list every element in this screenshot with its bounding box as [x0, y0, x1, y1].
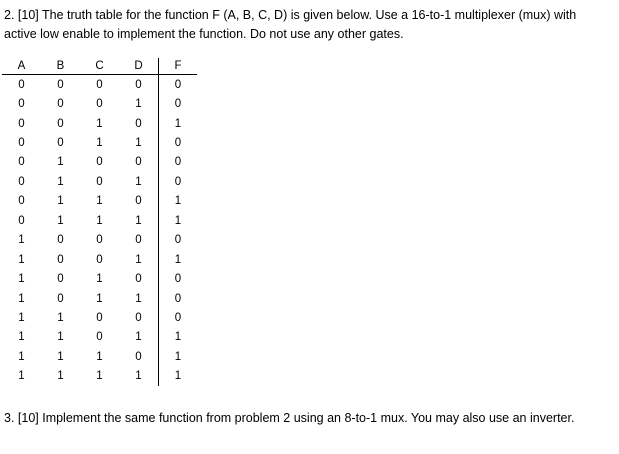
header-d: D — [119, 58, 159, 75]
cell-f: 1 — [159, 347, 198, 366]
cell-d: 0 — [135, 234, 142, 247]
table-row — [2, 192, 197, 211]
cell-d: 1 — [135, 331, 142, 344]
cell-f: 0 — [159, 153, 198, 172]
cell-b: 1 — [57, 370, 64, 383]
cell-f: 1 — [159, 367, 198, 386]
cell-a: 0 — [18, 117, 25, 130]
header-f: F — [159, 58, 198, 75]
table-row — [2, 172, 197, 191]
table-row — [2, 75, 197, 95]
cell-f: 0 — [159, 75, 198, 95]
cell-d: 0 — [135, 273, 142, 286]
cell-b: 1 — [57, 311, 64, 324]
table-row — [2, 289, 197, 308]
cell-a: 1 — [18, 331, 25, 344]
cell-c: 1 — [96, 350, 103, 363]
cell-c: 0 — [96, 234, 103, 247]
cell-d: 1 — [135, 214, 142, 227]
table-row — [2, 308, 197, 327]
cell-b: 0 — [57, 234, 64, 247]
cell-d: 0 — [135, 195, 142, 208]
cell-d: 0 — [135, 78, 142, 91]
cell-c: 1 — [96, 117, 103, 130]
cell-a: 1 — [18, 273, 25, 286]
table-row — [2, 231, 197, 250]
truth-table-body — [2, 75, 197, 387]
table-row — [2, 328, 197, 347]
header-c: C — [80, 58, 119, 75]
cell-c: 1 — [96, 214, 103, 227]
table-row — [2, 367, 197, 386]
cell-d: 1 — [135, 98, 142, 111]
cell-c: 1 — [96, 292, 103, 305]
cell-d: 0 — [135, 350, 142, 363]
cell-b: 0 — [57, 137, 64, 150]
table-row — [2, 153, 197, 172]
cell-a: 0 — [18, 137, 25, 150]
cell-a: 0 — [18, 195, 25, 208]
cell-f: 0 — [159, 308, 198, 327]
cell-b: 0 — [57, 273, 64, 286]
cell-c: 0 — [96, 156, 103, 169]
cell-f: 0 — [159, 94, 198, 113]
cell-d: 1 — [135, 253, 142, 266]
cell-f: 1 — [159, 211, 198, 230]
cell-c: 1 — [96, 195, 103, 208]
cell-d: 1 — [135, 137, 142, 150]
cell-c: 0 — [96, 175, 103, 188]
cell-a: 1 — [18, 253, 25, 266]
cell-b: 1 — [57, 195, 64, 208]
cell-c: 0 — [96, 311, 103, 324]
cell-a: 0 — [18, 98, 25, 111]
table-row — [2, 133, 197, 152]
cell-b: 0 — [57, 98, 64, 111]
cell-f: 1 — [159, 114, 198, 133]
table-row — [2, 94, 197, 113]
cell-c: 0 — [96, 253, 103, 266]
cell-a: 1 — [18, 370, 25, 383]
cell-f: 0 — [159, 269, 198, 288]
cell-a: 0 — [18, 156, 25, 169]
table-row — [2, 114, 197, 133]
cell-b: 1 — [57, 175, 64, 188]
cell-d: 0 — [135, 311, 142, 324]
cell-c: 0 — [96, 98, 103, 111]
table-row — [2, 347, 197, 366]
cell-a: 0 — [18, 78, 25, 91]
table-row — [2, 269, 197, 288]
cell-f: 1 — [159, 192, 198, 211]
cell-c: 1 — [96, 370, 103, 383]
header-a: A — [2, 58, 41, 75]
cell-c: 1 — [96, 273, 103, 286]
cell-d: 0 — [135, 117, 142, 130]
problem-2-text: 2. [10] The truth table for the function F (A, B, C, D) is given below. Use a 16-to-1 multiplexer (mux) with active low enable to implement the function. Do not use any other gates. — [4, 8, 577, 41]
cell-b: 0 — [57, 253, 64, 266]
cell-c: 0 — [96, 331, 103, 344]
cell-d: 1 — [135, 175, 142, 188]
cell-b: 1 — [57, 156, 64, 169]
cell-a: 1 — [18, 234, 25, 247]
cell-f: 0 — [159, 133, 198, 152]
cell-c: 1 — [96, 137, 103, 150]
problem-3-text: 3. [10] Implement the same function from problem 2 using an 8-to-1 mux. You may also use an inverter. — [4, 411, 575, 425]
cell-f: 0 — [159, 172, 198, 191]
cell-c: 0 — [96, 78, 103, 91]
cell-f: 0 — [159, 289, 198, 308]
cell-b: 1 — [57, 331, 64, 344]
cell-f: 1 — [159, 328, 198, 347]
cell-b: 1 — [57, 214, 64, 227]
cell-b: 0 — [57, 117, 64, 130]
truth-table-header-row — [2, 58, 197, 75]
cell-b: 1 — [57, 350, 64, 363]
cell-b: 0 — [57, 292, 64, 305]
header-b: B — [41, 58, 80, 75]
cell-a: 1 — [18, 350, 25, 363]
table-row — [2, 211, 197, 230]
cell-f: 0 — [159, 231, 198, 250]
cell-a: 1 — [18, 311, 25, 324]
cell-a: 0 — [18, 214, 25, 227]
cell-f: 1 — [159, 250, 198, 269]
cell-a: 0 — [18, 175, 25, 188]
cell-b: 0 — [57, 78, 64, 91]
cell-d: 0 — [135, 156, 142, 169]
cell-a: 1 — [18, 292, 25, 305]
truth-table — [2, 58, 197, 386]
table-row — [2, 250, 197, 269]
cell-d: 1 — [135, 292, 142, 305]
cell-d: 1 — [135, 370, 142, 383]
